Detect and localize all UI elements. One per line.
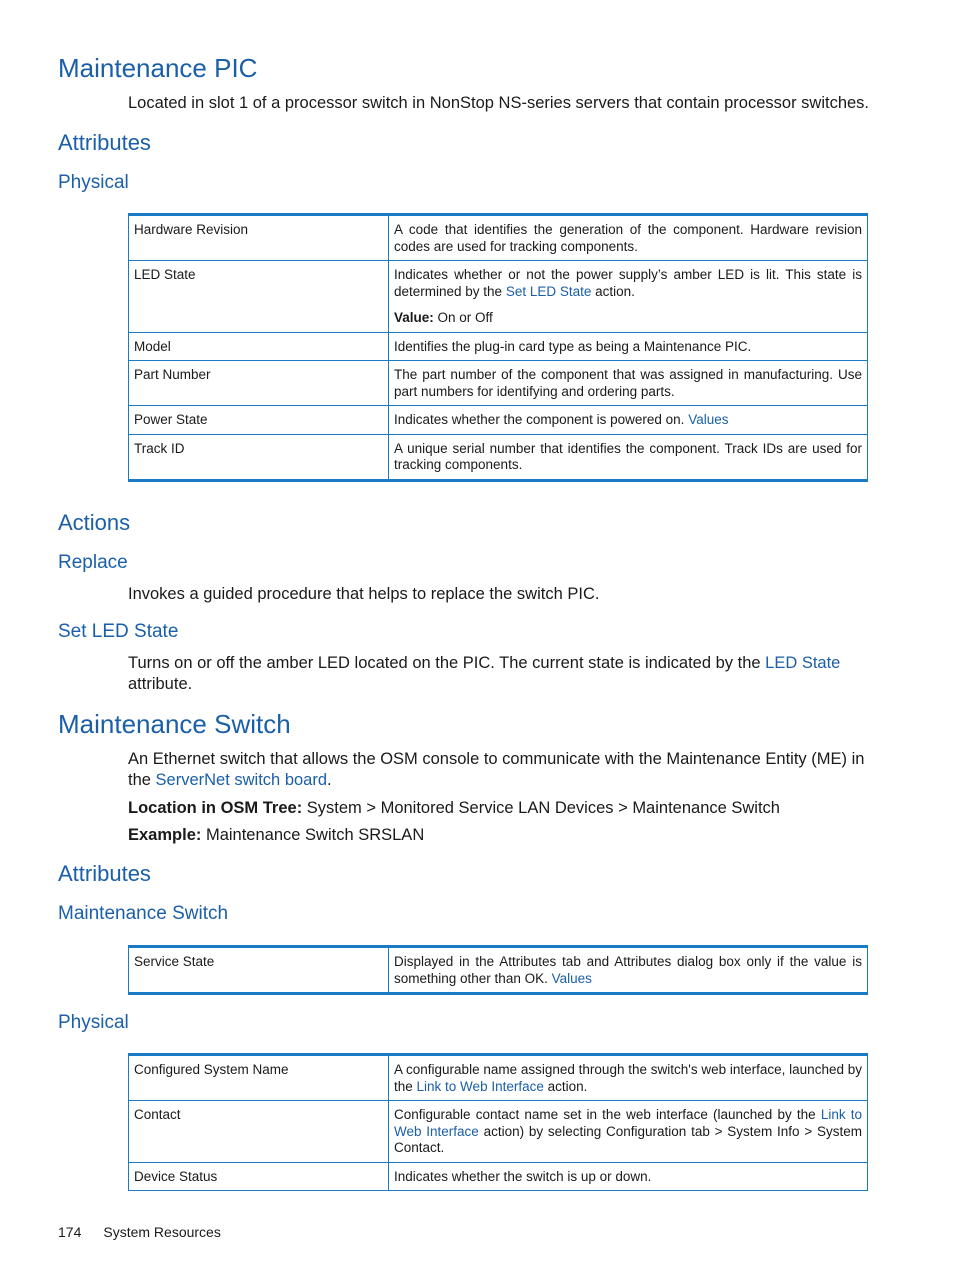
page-footer <box>58 1224 221 1240</box>
servernet-switch-board-link[interactable]: ServerNet switch board <box>155 771 328 789</box>
pic-attributes-heading: Attributes <box>58 130 151 155</box>
body-text: attribute. <box>128 675 193 693</box>
value-text: On or Off <box>433 310 493 325</box>
attr-desc: A code that identifies the generation of the component. Hardware revision codes are used for tracking components. <box>389 215 868 261</box>
link-to-web-interface-link[interactable]: Link to Web Interface <box>394 1107 863 1139</box>
location-line <box>128 798 870 819</box>
attr-desc: A unique serial number that identifies the component. Track IDs are used for tracking components. <box>389 434 868 480</box>
switch-physical-heading: Physical <box>58 1012 129 1033</box>
section-title-maintenance-switch: Maintenance Switch <box>58 709 291 739</box>
body-text: An Ethernet switch that allows the OSM console to communicate with the Maintenance Entity (ME) in the <box>128 750 865 789</box>
table-row <box>129 215 868 261</box>
attr-name: LED State <box>129 261 389 333</box>
value-line <box>394 310 862 327</box>
example-line <box>128 825 870 846</box>
location-label: Location in OSM Tree: <box>128 799 303 817</box>
body-text: . <box>327 771 332 789</box>
attr-name: Device Status <box>129 1162 389 1191</box>
desc-text: Indicates whether the component is powered on. <box>394 412 689 427</box>
example-text: Maintenance Switch SRSLAN <box>201 826 425 844</box>
pic-actions-heading: Actions <box>58 510 131 535</box>
location-text: System > Monitored Service LAN Devices > Maintenance Switch <box>302 799 780 817</box>
desc-text: A configurable name assigned through the switch's web interface, launched by the <box>394 1062 862 1094</box>
attr-desc <box>389 947 868 994</box>
set-led-state-text <box>128 653 870 695</box>
led-state-link[interactable]: LED State <box>765 654 841 672</box>
desc-text: action) by selecting Configuration tab > System Info > System Contact. <box>394 1123 863 1155</box>
switch-intro <box>128 749 870 791</box>
switch-physical-table <box>128 1053 868 1191</box>
table-row <box>129 406 868 435</box>
values-link[interactable]: Values <box>551 970 592 986</box>
table-row <box>129 1101 868 1163</box>
table-row <box>129 1055 868 1101</box>
desc-text: Configurable contact name set in the web interface (launched by the <box>394 1107 821 1122</box>
footer-section: System Resources <box>103 1224 221 1240</box>
desc-text: Indicates whether or not the power supply’s amber LED is lit. This state is determined by the <box>394 267 862 299</box>
set-led-state-heading: Set LED State <box>58 621 179 642</box>
pic-physical-heading: Physical <box>58 172 129 193</box>
desc-text: action. <box>543 1078 588 1094</box>
desc-text: action. <box>591 283 635 299</box>
table-row <box>129 332 868 361</box>
attr-name: Contact <box>129 1101 389 1163</box>
table-row <box>129 361 868 406</box>
table-row <box>129 434 868 480</box>
table-row <box>129 261 868 333</box>
set-led-state-link[interactable]: Set LED State <box>505 283 592 299</box>
attr-desc <box>389 261 868 333</box>
attr-name: Track ID <box>129 434 389 480</box>
attr-desc <box>389 1055 868 1101</box>
attr-name: Part Number <box>129 361 389 406</box>
attr-desc: The part number of the component that was assigned in manufacturing. Use part numbers for identifying and ordering parts. <box>389 361 868 406</box>
section-title-maintenance-pic: Maintenance PIC <box>58 53 258 83</box>
attr-desc: Identifies the plug-in card type as being a Maintenance PIC. <box>389 332 868 361</box>
table-row <box>129 947 868 994</box>
maintenance-switch-table <box>128 945 868 995</box>
values-link[interactable]: Values <box>688 412 729 427</box>
replace-heading: Replace <box>58 552 128 573</box>
attr-name: Power State <box>129 406 389 435</box>
pic-physical-table <box>128 213 868 482</box>
attr-name: Service State <box>129 947 389 994</box>
replace-text: Invokes a guided procedure that helps to replace the switch PIC. <box>128 585 600 603</box>
attr-desc: Indicates whether the switch is up or down. <box>389 1162 868 1191</box>
pic-intro: Located in slot 1 of a processor switch in NonStop NS-series servers that contain processor switches. <box>128 94 870 112</box>
attr-desc <box>389 406 868 435</box>
value-label: Value: <box>394 310 434 325</box>
attr-name: Hardware Revision <box>129 215 389 261</box>
desc-text: Displayed in the Attributes tab and Attributes dialog box only if the value is something other than OK. <box>394 954 862 986</box>
example-label: Example: <box>128 826 202 844</box>
attr-name: Model <box>129 332 389 361</box>
attr-name: Configured System Name <box>129 1055 389 1101</box>
attr-desc <box>389 1101 868 1163</box>
body-text: Turns on or off the amber LED located on the PIC. The current state is indicated by the <box>128 654 766 672</box>
table-row <box>129 1162 868 1191</box>
link-to-web-interface-link[interactable]: Link to Web Interface <box>416 1078 544 1094</box>
maintenance-switch-heading: Maintenance Switch <box>58 903 229 924</box>
page-number: 174 <box>58 1224 82 1240</box>
switch-attributes-heading: Attributes <box>58 861 151 886</box>
